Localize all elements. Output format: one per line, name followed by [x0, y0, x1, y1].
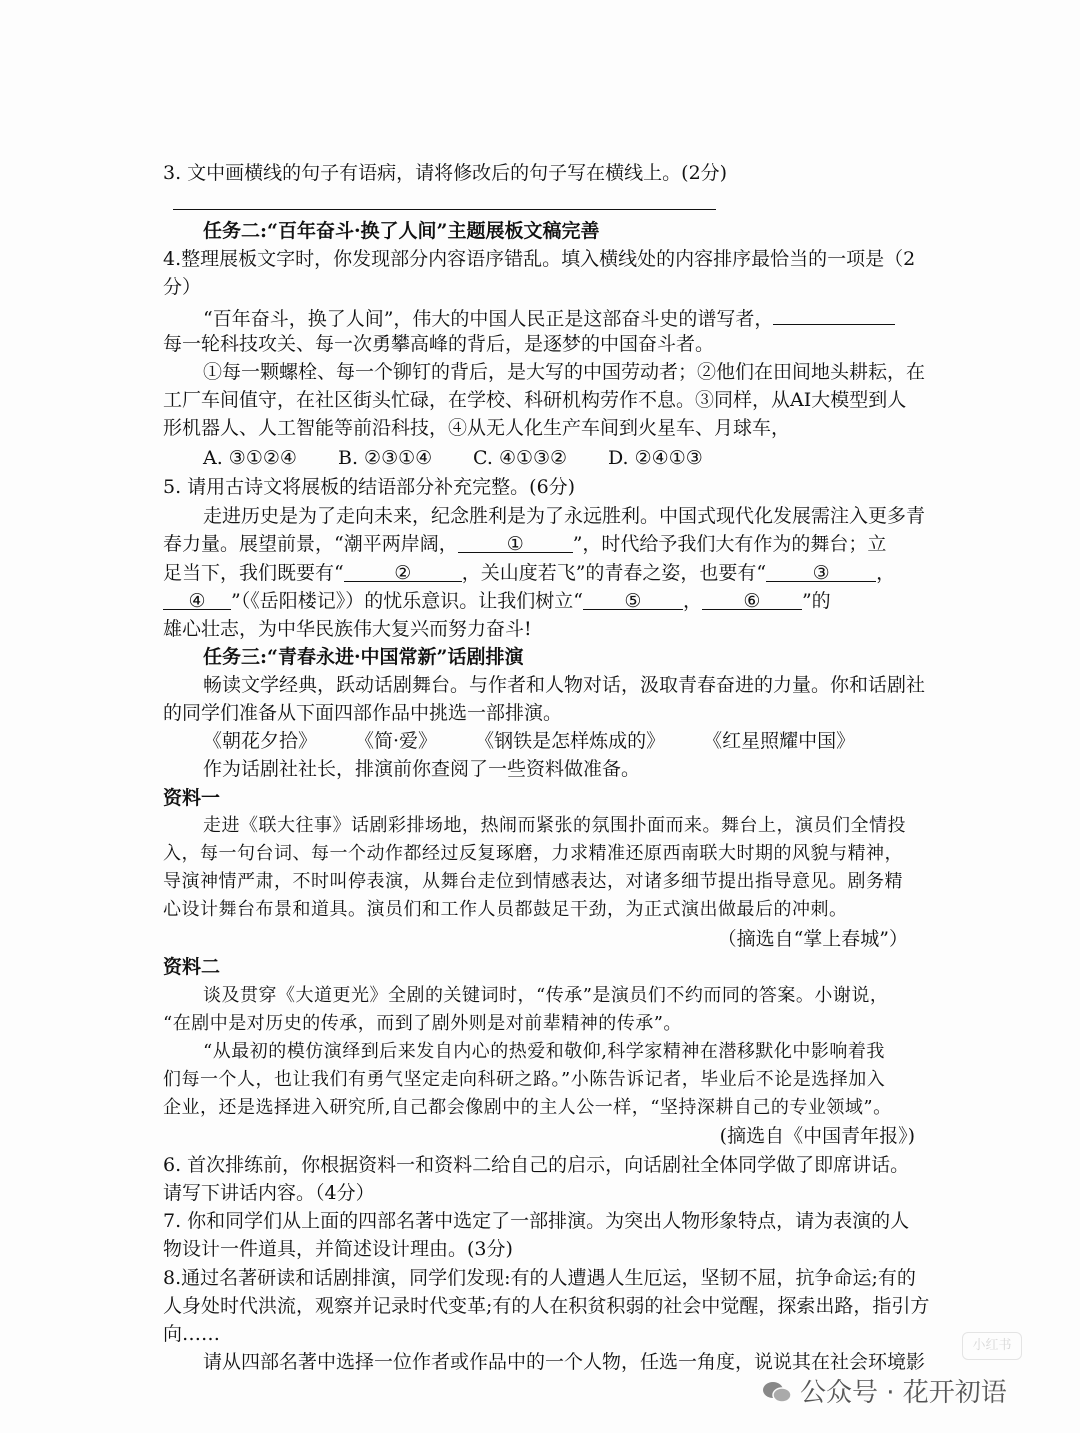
- q4-sentence-1: ①每一颗螺栓、每一个铆钉的背后，是大写的中国劳动者；②他们在田间地头耕耘，在: [203, 361, 926, 383]
- material-2-line2: “在剧中是对历史的传承，而到了剧外则是对前辈精神的传承”。: [163, 1013, 682, 1034]
- task3-line2: 的同学们准备从下面四部作品中挑选一部排演。: [163, 702, 563, 724]
- material-1-title: 资料一: [163, 787, 221, 809]
- blank-3[interactable]: ③: [766, 561, 876, 582]
- book-2: 《简·爱》: [355, 730, 438, 752]
- task3-title: 任务三:“青春永进·中国常新”话剧排演: [203, 646, 524, 668]
- question-8-line1: 8.通过名著研读和话剧排演，同学们发现:有的人遭遇人生厄运，坚韧不屈，抗争命运;有的: [163, 1267, 916, 1289]
- question-6-line1: 6. 首次排练前，你根据资料一和资料二给自己的启示，向话剧社全体同学做了即席讲话。: [163, 1154, 910, 1176]
- book-1: 《朝花夕拾》: [203, 730, 318, 752]
- blank-1[interactable]: ①: [458, 532, 573, 553]
- option-d[interactable]: D. ②④①③: [608, 447, 703, 469]
- option-a[interactable]: A. ③①②④: [203, 447, 297, 469]
- material-1-line1: 走进《联大往事》话剧彩排场地，热闹而紧张的氛围扑面而来。舞台上，演员们全情投: [203, 815, 906, 836]
- material-2-line1: 谈及贯穿《大道更光》全剧的关键词时，“传承”是演员们不约而同的答案。小谢说，: [203, 985, 889, 1006]
- q5-line5: 雄心壮志，为中华民族伟大复兴而努力奋斗!: [163, 618, 532, 640]
- question-8-line2: 人身处时代洪流，观察并记录时代变革;有的人在积贫积弱的社会中觉醒，探索出路，指引方: [163, 1295, 930, 1317]
- watermark-text: 公众号 · 花开初语: [800, 1378, 1007, 1408]
- material-2-line5: 企业，还是选择进入研究所,自己都会像剧中的主人公一样，“坚持深耕自己的专业领域”。: [163, 1097, 892, 1118]
- option-b[interactable]: B. ②③①④: [338, 447, 433, 469]
- blank-2[interactable]: ②: [344, 561, 462, 582]
- wechat-watermark: [762, 1372, 1007, 1409]
- question-7-line2: 物设计一件道具，并简述设计理由。(3分): [163, 1238, 513, 1260]
- q4-passage-line2: 每一轮科技攻关、每一次勇攀高峰的背后，是逐梦的中国奋斗者。: [163, 333, 715, 355]
- book-list: [203, 729, 893, 753]
- fill-blank[interactable]: [773, 304, 895, 325]
- question-8-line4: 请从四部名著中选择一位作者或作品中的一个人物，任选一角度，说说其在社会环境影: [203, 1351, 926, 1373]
- question-7-line1: 7. 你和同学们从上面的四部名著中选定了一部排演。为突出人物形象特点，请为表演的人: [163, 1210, 910, 1232]
- option-c[interactable]: C. ④①③②: [473, 447, 568, 469]
- q4-options: [203, 446, 743, 470]
- material-2-line4: 们每一个人，也让我们有勇气坚定走向科研之路。”小陈告诉记者，毕业后不论是选择加入: [163, 1069, 886, 1090]
- blank-4[interactable]: ④: [163, 589, 231, 610]
- blank-5[interactable]: ⑤: [583, 589, 683, 610]
- task3-line1: 畅读文学经典，跃动话剧舞台。与作者和人物对话，汲取青春奋进的力量。你和话剧社: [203, 674, 926, 696]
- q4-sentence-3: 形机器人、人工智能等前沿科技，④从无人化生产车间到火星车、月球车，: [163, 417, 791, 439]
- question-6-line2: 请写下讲话内容。（4分）: [163, 1182, 375, 1204]
- material-2-line3: “从最初的模仿演绎到后来发自内心的热爱和敬仰,科学家精神在潜移默化中影响着我: [203, 1041, 885, 1062]
- q5-line4: ④ ”（《岳阳楼记》）的忧乐意识。让我们树立“ ⑤ ， ⑥ ”的: [163, 589, 831, 613]
- question-4-line1: 4.整理展板文字时，你发现部分内容语序错乱。填入横线处的内容排序最恰当的一项是（2: [163, 248, 916, 270]
- material-1-line3: 导演神情严肃，不时叫停表演，从舞台走位到情感表达，对诸多细节提出指导意见。剧务精: [163, 871, 903, 892]
- book-3: 《钢铁是怎样炼成的》: [475, 730, 666, 752]
- book-4: 《红星照耀中国》: [703, 730, 856, 752]
- wechat-icon: [762, 1380, 792, 1404]
- task3-line3: 作为话剧社社长，排演前你查阅了一些资料做准备。: [203, 758, 641, 780]
- task2-title: 任务二:“百年奋斗·换了人间”主题展板文稿完善: [203, 220, 600, 242]
- question-8-line3: 向……: [163, 1323, 221, 1345]
- material-2-title: 资料二: [163, 956, 221, 978]
- question-5: 5. 请用古诗文将展板的结语部分补充完整。(6分): [163, 476, 576, 498]
- q4-passage-line1: “百年奋斗，换了人间”，伟大的中国人民正是这部奋斗史的谱写者，: [203, 304, 895, 331]
- blank-6[interactable]: ⑥: [702, 589, 802, 610]
- q4-sentence-2: 工厂车间值守，在社区街头忙碌，在学校、科研机构劳作不息。③同样，从AI大模型到人: [163, 389, 907, 411]
- material-2-source: (摘选自《中国青年报》): [719, 1125, 915, 1147]
- q5-line1: 走进历史是为了走向未来，纪念胜利是为了永远胜利。中国式现代化发展需注入更多青: [203, 505, 926, 527]
- material-1-line2: 入，每一句台词、每一个动作都经过反复琢磨，力求精准还原西南联大时期的风貌与精神，: [163, 843, 903, 864]
- q5-line2: 春力量。展望前景，“潮平两岸阔， ① ”，时代给予我们大有作为的舞台；立: [163, 533, 887, 555]
- answer-line: [173, 209, 716, 210]
- question-4-line2: 分）: [163, 276, 202, 298]
- q5-line3: 足当下，我们既要有“ ② ，关山度若飞”的青春之姿，也要有“ ③ ，: [163, 562, 896, 584]
- xiaohongshu-stamp: 小红书: [962, 1332, 1022, 1360]
- material-1-line4: 心设计舞台布景和道具。演员们和工作人员都鼓足干劲，为正式演出做最后的冲刺。: [163, 899, 848, 920]
- material-1-source: （摘选自“掌上春城”）: [717, 928, 908, 950]
- question-3: 3. 文中画横线的句子有语病，请将修改后的句子写在横线上。(2分): [163, 162, 728, 184]
